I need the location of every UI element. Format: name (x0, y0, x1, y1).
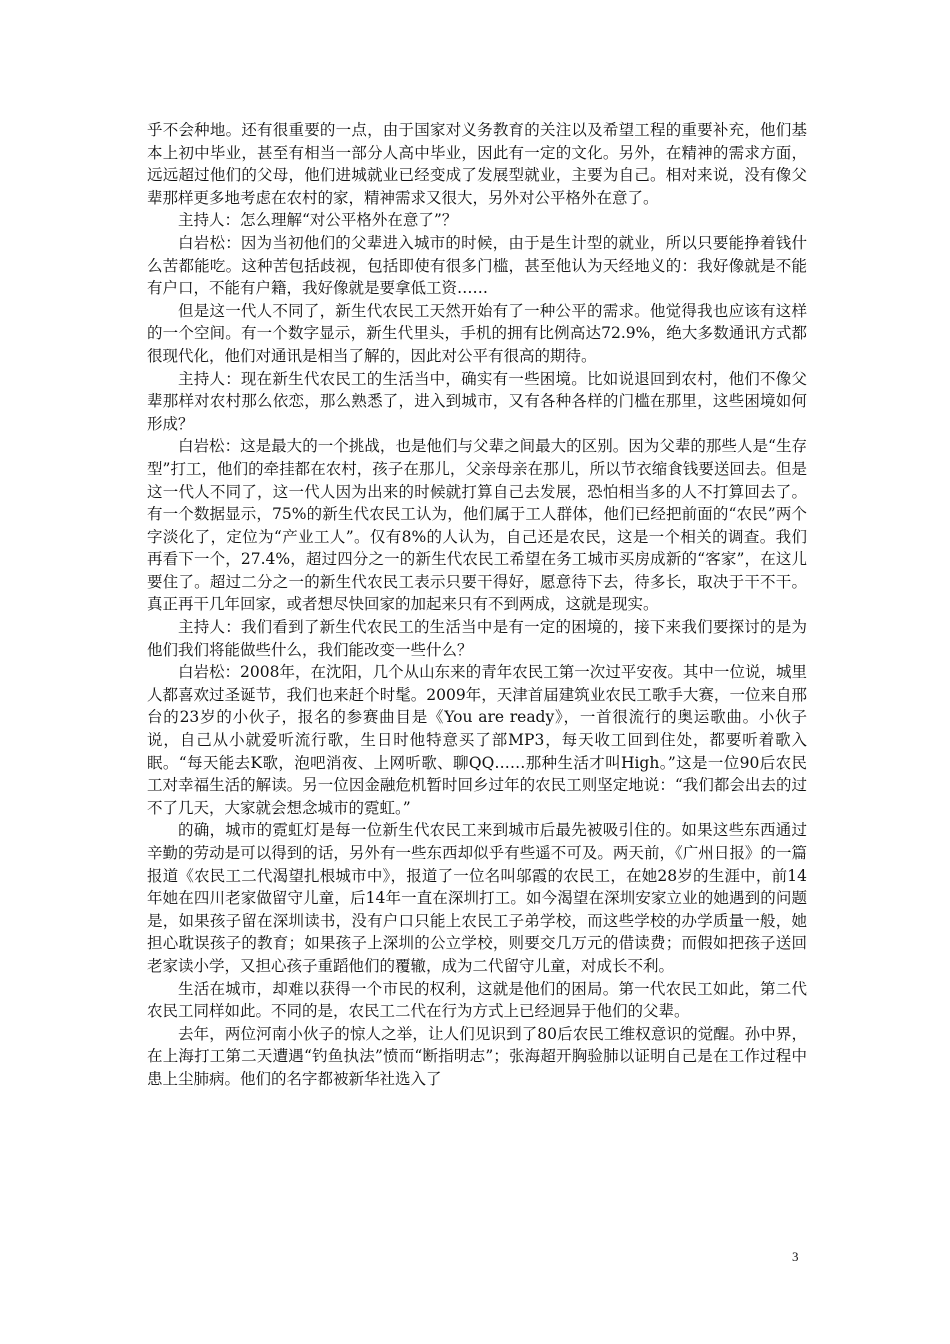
body-text (147, 119, 807, 1091)
paragraph-city-neon: 的确，城市的霓虹灯是每一位新生代农民工来到城市后最先被吸引住的。如果这些东西通过辛勤的劳动是可以得到的话，另外有一些东西却似乎有些遥不可及。两天前，《广州日报》的一篇报道《农民工二代渴望扎根城市中》，报道了一位名叫邬霞的农民工，在她28岁的生涯中，前14年她在四川老家做留守儿童，后14年一直在深圳打工。如今渴望在深圳安家立业的她遇到的问题是，如果孩子留在深圳读书，没有户口只能上农民工子弟学校，而这些学校的办学质量一般，她担心耽误孩子的教育；如果孩子上深圳的公立学校，则要交几万元的借读费；而假如把孩子送回老家读小学，又担心孩子重蹈他们的覆辙，成为二代留守儿童，对成长不利。 (147, 821, 807, 975)
paragraph-continuation: 乎不会种地。还有很重要的一点，由于国家对义务教育的关注以及希望工程的重要补充，他们基本上初中毕业，甚至有相当一部分人高中毕业，因此有一定的文化。另外，在精神的需求方面，远远超过他们的父母，他们进城就业已经变成了发展型就业，主要为自己。相对来说，没有像父辈那样更多地考虑在农村的家，精神需求又很大，另外对公平格外在意了。 (147, 121, 807, 207)
paragraph-new-generation-fairness: 但是这一代人不同了，新生代农民工天然开始有了一种公平的需求。他觉得我也应该有这样的一个空间。有一个数字显示，新生代里头，手机的拥有比例高达72.9%，绝大多数通讯方式都很现代化，他们对通讯是相当了解的，因此对公平有很高的期待。 (147, 301, 807, 365)
page-number: 3 (792, 1249, 799, 1264)
paragraph-host-what-to-do: 主持人：我们看到了新生代农民工的生活当中是有一定的困境的，接下来我们要探讨的是为他们我们将能做些什么，我们能改变一些什么？ (147, 618, 807, 659)
paragraph-last-year: 去年，两位河南小伙子的惊人之举，让人们见识到了80后农民工维权意识的觉醒。孙中界，在上海打工第二天遭遇“钓鱼执法”愤而“断指明志”；张海超开胸验肺以证明自己是在工作过程中患上尘肺病。他们的名字都被新华社选入了 (147, 1024, 807, 1088)
paragraph-bai-yansong-2008: 白岩松：2008年，在沈阳，几个从山东来的青年农民工第一次过平安夜。其中一位说，城里人都喜欢过圣诞节，我们也来赶个时髦。2009年，天津首届建筑业农民工歌手大赛，一位来自邢台的23岁的小伙子，报名的参赛曲目是《You are ready》，一首很流行的奥运歌曲。小伙子说，自己从小就爱听流行歌，生日时他特意买了部MP3，每天收工回到住处，都要听着歌入眠。“每天能去K歌，泡吧消夜、上网听歌、聊QQ……那种生活才叫High。”这是一位90后农民工对幸福生活的解读。另一位因金融危机暂时回乡过年的农民工则坚定地说：“我们都会出去的过不了几天，大家就会想念城市的霓虹。” (147, 663, 807, 817)
paragraph-host-dilemma: 主持人：现在新生代农民工的生活当中，确实有一些困境。比如说退回到农村，他们不像父辈那样对农村那么依恋，那么熟悉了，进入到城市，又有各种各样的门槛在那里，这些困境如何形成？ (147, 369, 807, 433)
paragraph-bai-yansong-parents: 白岩松：因为当初他们的父辈进入城市的时候，由于是生计型的就业，所以只要能挣着钱什么苦都能吃。这种苦包括歧视，包括即使有很多门槛，甚至他认为天经地义的：我好像就是不能有户口，不能有户籍，我好像就是要拿低工资…… (147, 233, 807, 298)
paragraph-host-question-fairness: 主持人：怎么理解“对公平格外在意了”？ (178, 211, 458, 230)
paragraph-bai-yansong-challenge: 白岩松：这是最大的一个挑战，也是他们与父辈之间最大的区别。因为父辈的那些人是“生存型”打工，他们的牵挂都在农村，孩子在那儿，父亲母亲在那儿，所以节衣缩食钱要送回去。但是这一代人不同了，这一代人因为出来的时候就打算自己去发展，恐怕相当多的人不打算回去了。有一个数据显示，75%的新生代农民工认为，他们属于工人群体，他们已经把前面的“农民”两个字淡化了，定位为“产业工人”。仅有8%的人认为，自己还是农民，这是一个相关的调查。我们再看下一个，27.4%，超过四分之一的新生代农民工希望在务工城市买房成新的“客家”，在这儿要住了。超过二分之一的新生代农民工表示只要干得好，愿意待下去，待多长，取决于干不干。真正再干几年回家，或者想尽快回家的加起来只有不到两成，这就是现实。 (147, 437, 807, 614)
paragraph-city-dilemma: 生活在城市，却难以获得一个市民的权利，这就是他们的困局。第一代农民工如此，第二代农民工同样如此。不同的是，农民工二代在行为方式上已经迥异于他们的父辈。 (147, 979, 807, 1021)
